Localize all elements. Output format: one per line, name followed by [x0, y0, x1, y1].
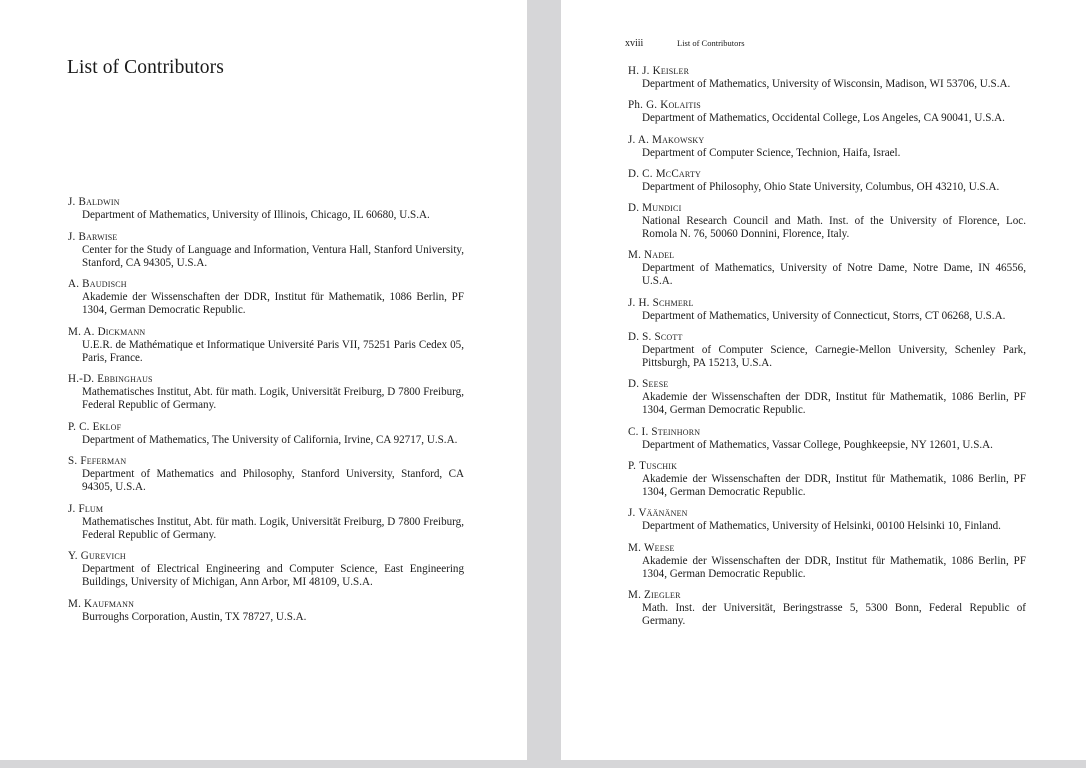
- right-page: [561, 0, 1086, 760]
- contributor-name: M. Weese: [628, 541, 675, 554]
- contributor-name: Y. Gurevich: [68, 550, 126, 562]
- contributor-name: C. I. Steinhorn: [628, 425, 701, 438]
- contributor-entry: [626, 426, 1026, 452]
- contributor-affiliation: Department of Computer Science, Carnegie-Mellon University, Schenley Park, Pittsburgh, PA 15213, U.S.A.: [642, 344, 1026, 370]
- contributor-name: S. Feferman: [68, 455, 127, 467]
- contributor-entry: [626, 65, 1026, 91]
- contributor-affiliation: Department of Computer Science, Technion, Haifa, Israel.: [642, 146, 901, 159]
- contributor-affiliation: Department of Mathematics, Occidental College, Los Angeles, CA 90041, U.S.A.: [642, 112, 1005, 125]
- contributor-affiliation: Department of Mathematics, University of Connecticut, Storrs, CT 06268, U.S.A.: [642, 309, 1006, 322]
- contributor-name: D. C. McCarty: [628, 167, 702, 180]
- left-page: [0, 0, 527, 760]
- contributor-name: D. S. Scott: [628, 331, 683, 344]
- contributor-entry: [626, 249, 1026, 288]
- contributor-entry: [66, 455, 464, 494]
- contributor-entry: [66, 196, 464, 222]
- contributor-name: Ph. G. Kolaitis: [628, 99, 701, 112]
- contributor-entry: [626, 297, 1026, 323]
- contributor-name: M. Nadel: [628, 249, 675, 262]
- contributor-name: D. Seese: [628, 378, 669, 391]
- running-header: [625, 38, 745, 49]
- contributor-name: J. Baldwin: [68, 196, 120, 208]
- contributor-affiliation: Akademie der Wissenschaften der DDR, Institut für Mathematik, 1086 Berlin, PF 1304, German Democratic Republic.: [642, 554, 1026, 580]
- contributor-affiliation: Burroughs Corporation, Austin, TX 78727, U.S.A.: [82, 610, 307, 623]
- contributor-affiliation: Department of Mathematics, University of Notre Dame, Notre Dame, IN 46556, U.S.A.: [642, 262, 1026, 288]
- running-head: List of Contributors: [677, 38, 745, 48]
- contributor-affiliation: Department of Mathematics, University of Helsinki, 00100 Helsinki 10, Finland.: [642, 520, 1001, 533]
- contributor-affiliation: Math. Inst. der Universität, Beringstrasse 5, 5300 Bonn, Federal Republic of Germany.: [642, 601, 1026, 627]
- contributor-name: P. C. Eklof: [68, 420, 122, 433]
- contributor-affiliation: Department of Philosophy, Ohio State University, Columbus, OH 43210, U.S.A.: [642, 180, 1000, 193]
- contributor-entry: [626, 168, 1026, 194]
- contributor-name: H.-D. Ebbinghaus: [68, 373, 153, 385]
- contributor-affiliation: National Research Council and Math. Inst. of the University of Florence, Loc. Romola N. 76, 50060 Donnini, Florence, Italy.: [642, 215, 1026, 241]
- contributor-entry: [66, 231, 464, 270]
- contributor-affiliation: Department of Mathematics, University of Wisconsin, Madison, WI 53706, U.S.A.: [642, 78, 1011, 90]
- contributor-affiliation: Department of Electrical Engineering and Computer Science, East Engineering Buildings, University of Michigan, Ann Arbor, MI 48109, U.S.A.: [82, 563, 464, 588]
- contributor-name: J. Flum: [68, 502, 104, 515]
- contributor-entry: [66, 421, 464, 447]
- contributor-name: J. Barwise: [68, 230, 118, 243]
- contributor-entry: [66, 598, 464, 624]
- contributor-name: M. Kaufmann: [68, 597, 135, 610]
- contributor-affiliation: Department of Mathematics, University of Illinois, Chicago, IL 60680, U.S.A.: [82, 209, 430, 221]
- contributor-entry: [626, 460, 1026, 499]
- contributor-entry: [66, 326, 464, 365]
- contributor-name: M. Ziegler: [628, 588, 681, 601]
- contributor-entry: [626, 202, 1026, 241]
- contributor-name: M. A. Dickmann: [68, 325, 146, 338]
- contributor-entry: [66, 373, 464, 412]
- contributor-affiliation: U.E.R. de Mathématique et Informatique Université Paris VII, 75251 Paris Cedex 05, Paris, France.: [82, 338, 464, 364]
- contributor-affiliation: Department of Mathematics, The University of California, Irvine, CA 92717, U.S.A.: [82, 433, 458, 446]
- contributor-name: J. A. Makowsky: [628, 133, 705, 146]
- contributor-affiliation: Department of Mathematics and Philosophy, Stanford University, Stanford, CA 94305, U.S.A.: [82, 468, 464, 493]
- contributor-entry: [626, 589, 1026, 628]
- contributor-entry: [626, 99, 1026, 125]
- contributor-affiliation: Akademie der Wissenschaften der DDR, Institut für Mathematik, 1086 Berlin, PF 1304, German Democratic Republic.: [642, 472, 1026, 498]
- contributor-name: A. Baudisch: [68, 278, 127, 290]
- contributor-entry: [66, 550, 464, 589]
- page-title: List of Contributors: [67, 57, 224, 78]
- contributor-name: P. Tuschik: [628, 459, 678, 472]
- contributor-entry: [66, 278, 464, 317]
- contributor-affiliation: Department of Mathematics, Vassar College, Poughkeepsie, NY 12601, U.S.A.: [642, 438, 993, 451]
- contributor-affiliation: Center for the Study of Language and Information, Ventura Hall, Stanford University, Stanford, CA 94305, U.S.A.: [82, 243, 464, 269]
- contributor-list-left: [66, 196, 464, 632]
- contributor-affiliation: Mathematisches Institut, Abt. für math. Logik, Universität Freiburg, D 7800 Freiburg, Federal Republic of Germany.: [82, 515, 464, 541]
- contributor-entry: [66, 503, 464, 542]
- contributor-entry: [626, 331, 1026, 370]
- contributor-list-right: [626, 65, 1026, 636]
- contributor-name: J. Väänänen: [628, 507, 688, 520]
- contributor-affiliation: Mathematisches Institut, Abt. für math. Logik, Universität Freiburg, D 7800 Freiburg, Federal Republic of Germany.: [82, 386, 464, 411]
- contributor-affiliation: Akademie der Wissenschaften der DDR, Institut für Mathematik, 1086 Berlin, PF 1304, German Democratic Republic.: [82, 291, 464, 316]
- contributor-entry: [626, 134, 1026, 160]
- contributor-entry: [626, 542, 1026, 581]
- contributor-entry: [626, 507, 1026, 533]
- contributor-name: D. Mundici: [628, 202, 682, 215]
- contributor-name: H. J. Keisler: [628, 65, 690, 77]
- contributor-name: J. H. Schmerl: [628, 296, 694, 309]
- page-number: xviii: [625, 38, 644, 49]
- contributor-entry: [626, 378, 1026, 417]
- contributor-affiliation: Akademie der Wissenschaften der DDR, Institut für Mathematik, 1086 Berlin, PF 1304, German Democratic Republic.: [642, 391, 1026, 417]
